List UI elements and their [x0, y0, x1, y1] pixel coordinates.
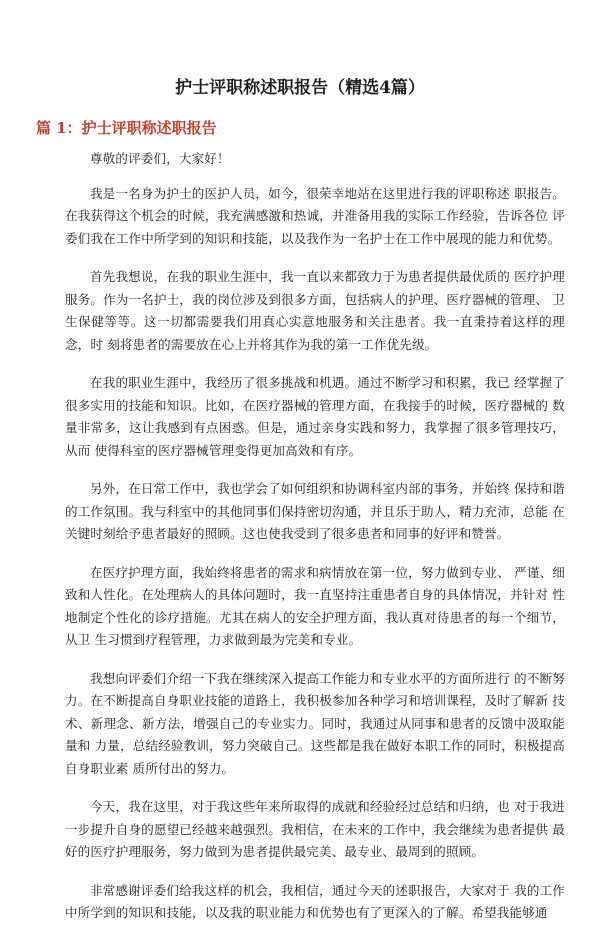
body-paragraph-5: 在医疗护理方面，我始终将患者的需求和病情放在第一位，努力做到专业、 严谨、细致和人性化。在处理病人的具体问题时，我一直坚持注重患者自身的具体情况，并针对 性地制定个性化的诊疗措施。尤其在病人的安全护理方面，我认真对待患者的每一个细节，从卫 生习惯到疗程管理，力求做到最为完美和专业。 [65, 564, 565, 647]
body-paragraph-4: 另外，在日常工作中，我也学会了如何组织和协调科室内部的事务，并始终 保持和谐的工作氛围。我与科室中的其他同事们保持密切沟通，并且乐于助人，精力充沛，总能 在关键时刻给予患者最好的照顾。这也使我受到了很多患者和同事的好评和赞誉。 [65, 481, 565, 541]
body-paragraph-2: 首先我想说，在我的职业生涯中，我一直以来都致力于为患者提供最优质的 医疗护理服务。作为一名护士，我的岗位涉及到很多方面，包括病人的护理、医疗器械的管理、 卫生保健等等。这一切都需要我们用真心实意地服务和关注患者。我一直秉持着这样的理念，时 刻将患者的需要放在心上并将其作为我的第一工作优先级。 [65, 269, 565, 352]
greeting-paragraph: 尊敬的评委们，大家好！ [90, 151, 230, 166]
body-paragraph-8: 非常感谢评委们给我这样的机会，我相信，通过今天的述职报告，大家对于 我的工作中所学到的知识和技能，以及我的职业能力和优势也有了更深入的了解。希望我能够通 [65, 882, 565, 920]
body-paragraph-7: 今天，我在这里，对于我这些年来所取得的成就和经验经过总结和归纳，也 对于我进一步提升自身的愿望已经越来越强烈。我相信，在未来的工作中，我会继续为患者提供 最好的医疗护理服务，努力做到为患者提供最完美、最专业、最周到的照顾。 [65, 799, 565, 859]
body-paragraph-1: 我是一名身为护士的医护人员，如今，很荣幸地站在这里进行我的评职称述 职报告。在我获得这个机会的时候，我充满感激和热诚，并准备用我的实际工作经验，告诉各位 评委们我在工作中所学到的知识和技能，以及我作为一名护士在工作中展现的能力和优势。 [65, 185, 565, 246]
body-paragraph-3: 在我的职业生涯中，我经历了很多挑战和机遇。通过不断学习和积累，我已 经掌握了很多实用的技能和知识。比如，在医疗器械的管理方面，在我接手的时候，医疗器械的 数量非常多，这让我感到有点困惑。但是，通过亲身实践和努力，我掌握了很多管理技巧，从而 使得科室的医疗器械管理变得更加高效和有序。 [65, 375, 565, 458]
section-heading: 篇 1：护士评职称述职报告 [36, 119, 217, 137]
document-title: 护士评职称述职报告（精选4篇） [175, 78, 425, 98]
body-paragraph-6: 我想向评委们介绍一下我在继续深入提高工作能力和专业水平的方面所进行 的不断努力。在不断提高自身职业技能的道路上，我积极参加各种学习和培训课程，及时了解新 技术、新理念、新方法，增强自己的专业实力。同时，我通过从同事和患者的反馈中汲取能量和 力量，总结经验教训，努力突破自己。这些都是我在做好本职工作的同时，积极提高自身职业素 质所付出的努力。 [65, 670, 565, 776]
document-body [65, 148, 565, 941]
